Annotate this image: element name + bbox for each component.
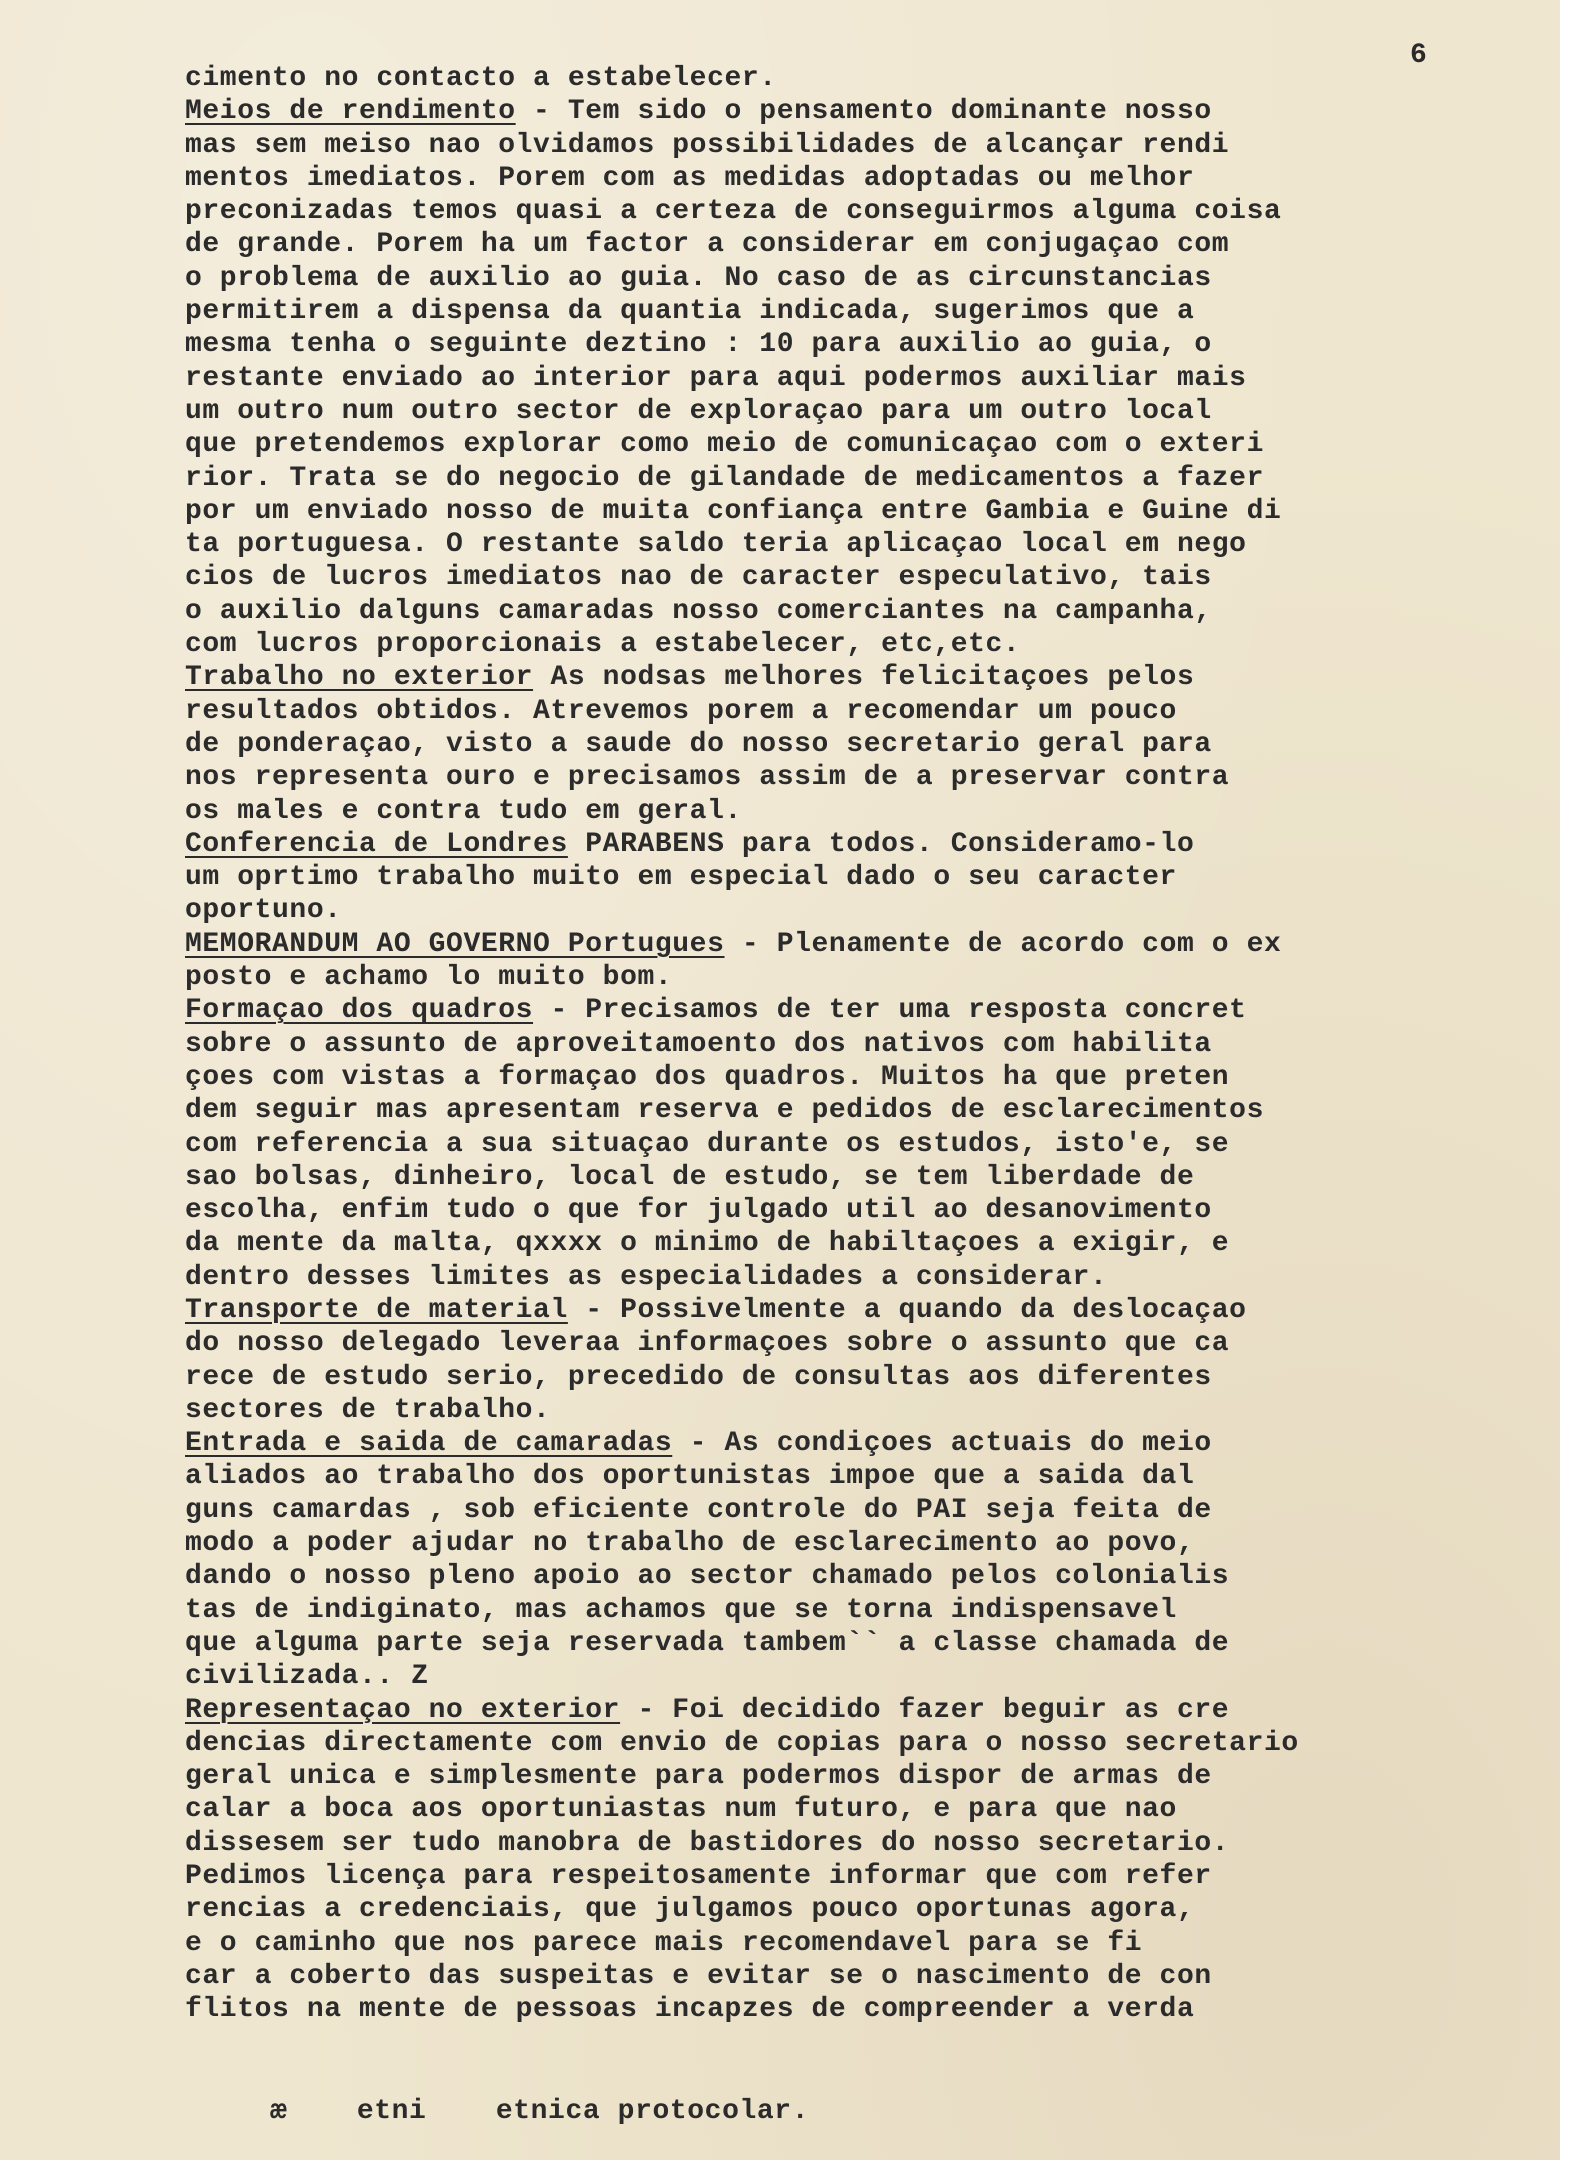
text-line: mesma tenha o seguinte deztino : 10 para auxilio ao guia, o	[185, 329, 1212, 361]
text-line: sectores de trabalho.	[185, 1394, 551, 1426]
text-line: dencias directamente com envio de copias para o nosso secretario	[185, 1727, 1299, 1759]
text-line: do nosso delegado leveraa informaçoes sobre o assunto que ca	[185, 1328, 1230, 1360]
section-heading-entrada-e-saida: Entrada e saida de camaradas	[185, 1428, 673, 1460]
section-heading-conferencia-de-londres: Conferencia de Londres	[185, 828, 568, 860]
text-line: dentro desses limites as especialidades a considerar.	[185, 1261, 1108, 1293]
text-fragment: - Tem sido o pensamento dominante nosso	[515, 96, 1212, 128]
text-line: ta portuguesa. O restante saldo teria aplicaçao local em nego	[185, 529, 1247, 561]
text-line: e o caminho que nos parece mais recomendavel para se fi	[185, 1927, 1143, 1959]
text-line	[185, 828, 1525, 861]
text-line: car a coberto das suspeitas e evitar se o nascimento de con	[185, 1960, 1212, 1992]
text-line: mentos imediatos. Porem com as medidas adoptadas ou melhor	[185, 162, 1195, 194]
text-line: posto e achamo lo muito bom.	[185, 962, 673, 994]
text-line: os males e contra tudo em geral.	[185, 795, 742, 827]
text-line: preconizadas temos quasi a certeza de conseguirmos alguma coisa	[185, 196, 1282, 228]
text-line: de grande. Porem ha um factor a considerar em conjugaçao com	[185, 229, 1230, 261]
text-line: restante enviado ao interior para aqui podermos auxiliar mais	[185, 362, 1247, 394]
text-line: nos representa ouro e precisamos assim de a preservar contra	[185, 762, 1230, 794]
text-line: que alguma parte seja reservada tambem`` a classe chamada de	[185, 1627, 1230, 1659]
section-heading-trabalho-no-exterior: Trabalho no exterior	[185, 662, 534, 694]
text-line: rece de estudo serio, precedido de consultas aos diferentes	[185, 1361, 1212, 1393]
text-line	[185, 994, 1525, 1027]
text-line: calar a boca aos oportuniastas num futuro, e para que nao	[185, 1794, 1177, 1826]
text-line: o problema de auxilio ao guia. No caso de as circunstancias	[185, 262, 1212, 294]
text-line: o auxilio dalguns camaradas nosso comerciantes na campanha,	[185, 595, 1212, 627]
section-heading-formacao-dos-quadros: Formaçao dos quadros	[185, 995, 534, 1027]
text-fragment: - Possivelmente a quando da deslocaçao	[567, 1294, 1247, 1326]
text-line: sobre o assunto de aproveitamoento dos nativos com habilita	[185, 1028, 1212, 1060]
text-line	[185, 95, 1525, 128]
text-line: um outro num outro sector de exploraçao para um outro local	[185, 395, 1212, 427]
text-line: permitirem a dispensa da quantia indicada, sugerimos que a	[185, 296, 1195, 328]
text-line: resultados obtidos. Atrevemos porem a recomendar um pouco	[185, 695, 1177, 727]
page-number: 6	[1410, 40, 1427, 71]
text-line: aliados ao trabalho dos oportunistas impoe que a saida dal	[185, 1461, 1195, 1493]
text-line: Pedimos licença para respeitosamente informar que com refer	[185, 1861, 1212, 1893]
text-line: dando o nosso pleno apoio ao sector chamado pelos colonialis	[185, 1561, 1230, 1593]
text-fragment: - Foi decidido fazer beguir as cre	[620, 1694, 1230, 1726]
scan-margin	[1560, 0, 1579, 2160]
text-line	[185, 928, 1525, 961]
text-fragment: PARABENS para todos. Consideramo-lo	[567, 828, 1195, 860]
footer-mark: æ	[270, 2096, 288, 2127]
text-line: geral unica e simplesmente para podermos dispor de armas de	[185, 1761, 1212, 1793]
text-fragment: - As condiçoes actuais do meio	[672, 1428, 1212, 1460]
text-line: guns camardas , sob eficiente controle do PAI seja feita de	[185, 1494, 1212, 1526]
text-line: escolha, enfim tudo o que for julgado util ao desanovimento	[185, 1195, 1212, 1227]
text-line: um oprtimo trabalho muito em especial dado o seu caracter	[185, 862, 1177, 894]
text-line: flitos na mente de pessoas incapzes de compreender a verda	[185, 1994, 1195, 2026]
text-line: civilizada.. Z	[185, 1661, 429, 1693]
text-line: dissesem ser tudo manobra de bastidores do nosso secretario.	[185, 1827, 1230, 1859]
text-fragment: - Precisamos de ter uma resposta concret	[533, 995, 1247, 1027]
text-line: rencias a credenciais, que julgamos pouco oportunas agora,	[185, 1894, 1195, 1926]
section-heading-meios-de-rendimento: Meios de rendimento	[185, 96, 516, 128]
text-line: por um enviado nosso de muita confiança entre Gambia e Guine di	[185, 495, 1282, 527]
text-line: com referencia a sua situaçao durante os estudos, isto'e, se	[185, 1128, 1230, 1160]
section-heading-transporte-de-material: Transporte de material	[185, 1294, 568, 1326]
text-line	[185, 1427, 1525, 1460]
text-line	[185, 1694, 1525, 1727]
text-line: de ponderaçao, visto a saude do nosso secretario geral para	[185, 728, 1212, 760]
text-fragment: - Plenamente de acordo com o ex	[724, 928, 1282, 960]
text-line: mas sem meiso nao olvidamos possibilidades de alcançar rendi	[185, 129, 1230, 161]
text-line: cimento no contacto a estabelecer.	[185, 63, 777, 94]
text-line	[185, 1294, 1525, 1327]
text-line: modo a poder ajudar no trabalho de esclarecimento ao povo,	[185, 1528, 1195, 1560]
section-heading-memorandum: MEMORANDUM AO GOVERNO Portugues	[185, 928, 725, 960]
text-line	[185, 661, 1525, 694]
text-line: çoes com vistas a formaçao dos quadros. Muitos ha que preten	[185, 1061, 1230, 1093]
section-heading-representacao-no-exterior: Representaçao no exterior	[185, 1694, 621, 1726]
footer-word-etni: etni	[356, 2096, 427, 2127]
text-line: oportuno.	[185, 895, 342, 927]
text-line: rior. Trata se do negocio de gilandade de medicamentos a fazer	[185, 462, 1264, 494]
typed-body-text	[185, 62, 1525, 2027]
text-line: que pretendemos explorar como meio de comunicaçao com o exteri	[185, 429, 1264, 461]
text-line: da mente da malta, qxxxx o minimo de habiltaçoes a exigir, e	[185, 1228, 1230, 1260]
text-line: dem seguir mas apresentam reserva e pedidos de esclarecimentos	[185, 1095, 1264, 1127]
text-line: com lucros proporcionais a estabelecer, etc,etc.	[185, 629, 1021, 661]
footer-word-protocolar: etnica protocolar.	[495, 2096, 810, 2127]
text-line: tas de indiginato, mas achamos que se torna indispensavel	[185, 1594, 1177, 1626]
text-line: cios de lucros imediatos nao de caracter especulativo, tais	[185, 562, 1212, 594]
footer-line	[270, 2096, 861, 2127]
text-fragment: As nodsas melhores felicitaçoes pelos	[533, 662, 1195, 694]
text-line: sao bolsas, dinheiro, local de estudo, se tem liberdade de	[185, 1161, 1195, 1193]
